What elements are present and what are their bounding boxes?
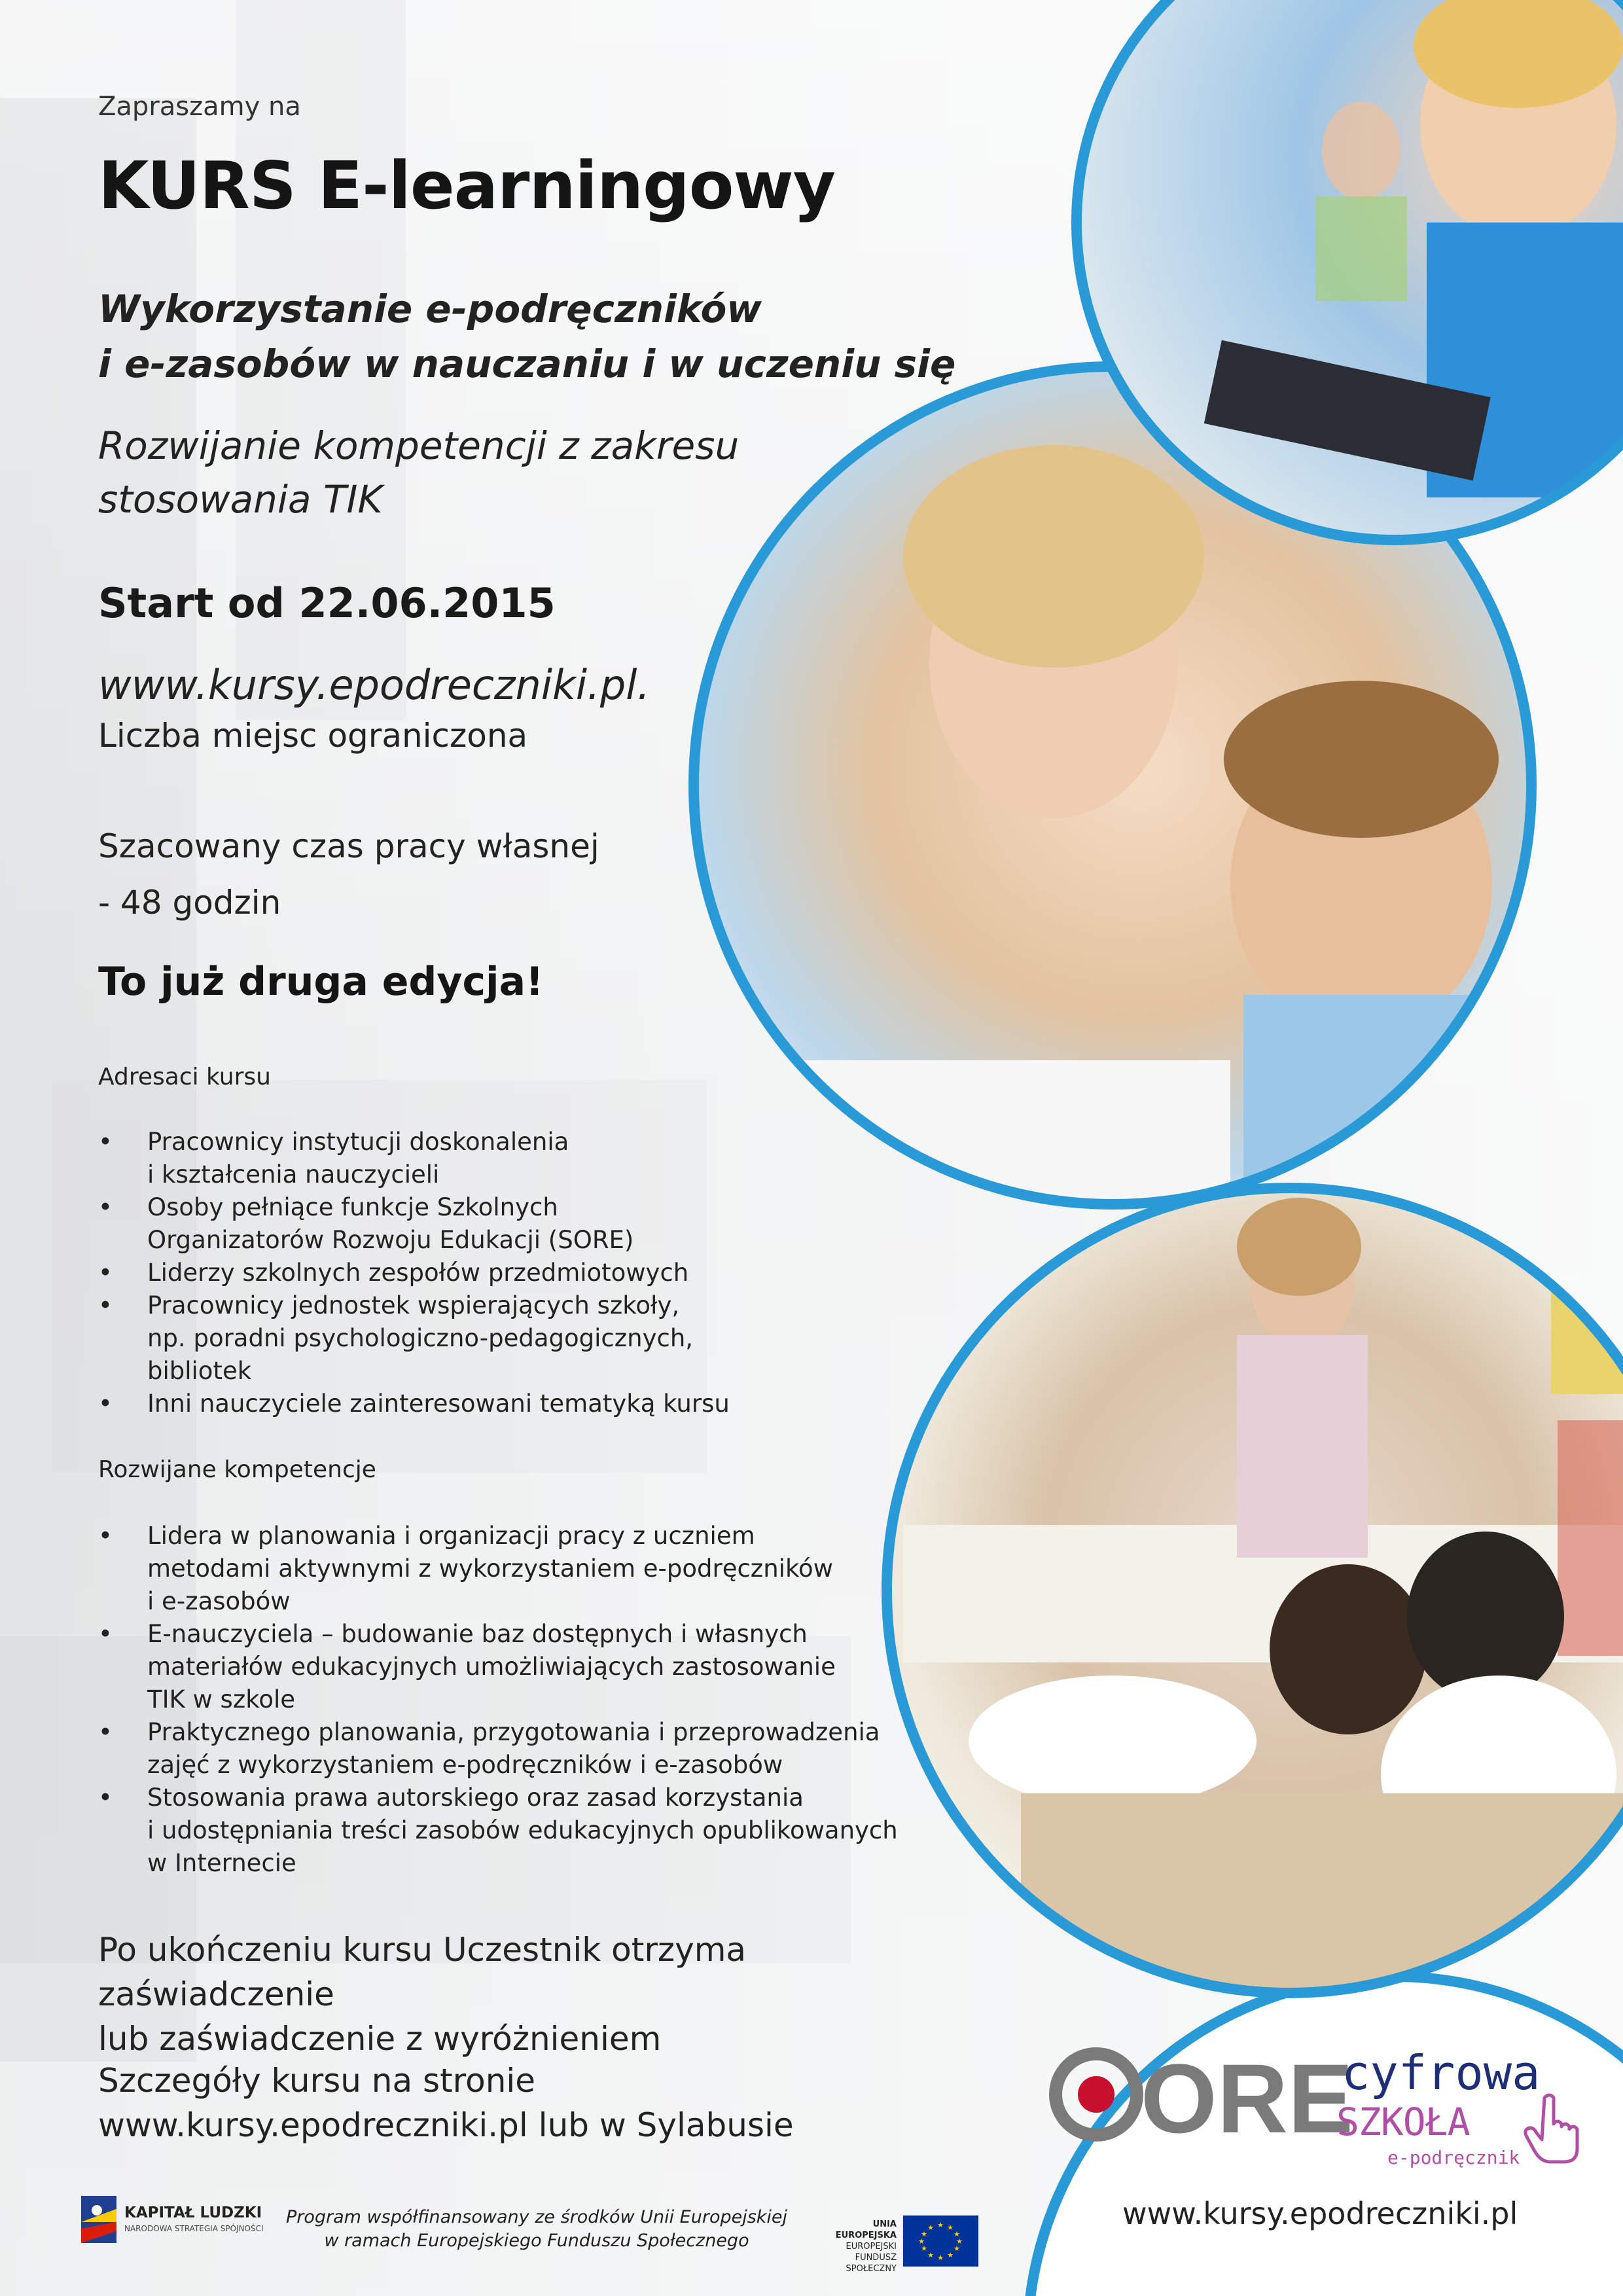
cyfrowa-szkola-logo-line3: e-podręcznik <box>1387 2147 1520 2168</box>
list-item-line: • Praktycznego planowania, przygotowania i przeprowadzenia <box>147 1718 880 1746</box>
kapital-ludzki-logo <box>77 2189 274 2255</box>
list-item <box>98 1618 962 1716</box>
list-item-line: bibliotek <box>147 1357 252 1385</box>
subtitle-line: Rozwijanie kompetencji z zakresu <box>98 423 740 468</box>
course-subtitle <box>98 281 969 391</box>
ore-logo-text: ORE <box>1141 2043 1354 2153</box>
eu-label-line: UNIA EUROPEJSKA <box>835 2219 897 2240</box>
svg-text:★: ★ <box>956 2237 963 2246</box>
competencies-heading: Rozwijane kompetencje <box>98 1456 376 1483</box>
svg-text:★: ★ <box>927 2251 934 2259</box>
list-item-line: • Liderzy szkolnych zespołów przedmiotowych <box>147 1259 689 1287</box>
ore-logo <box>1044 2042 1354 2153</box>
footer-url[interactable]: www.kursy.epodreczniki.pl <box>1122 2196 1518 2231</box>
list-item-line: metodami aktywnymi z wykorzystaniem e-podręczników <box>147 1554 833 1583</box>
cyfrowa-szkola-logo-line2: SZKOŁA <box>1336 2100 1470 2144</box>
list-item-line: materiałów edukacyjnych umożliwiających zastosowanie <box>147 1653 836 1681</box>
list-item <box>98 1520 962 1618</box>
certificate-note <box>98 1928 969 2061</box>
time-line: Szacowany czas pracy własnej <box>98 827 599 865</box>
list-item-line: • Inni nauczyciele zainteresowani tematyką kursu <box>147 1390 730 1418</box>
pointer-hand-icon <box>1525 2091 1584 2163</box>
details-line: Szczegóły kursu na stronie <box>98 2062 536 2100</box>
competencies-list <box>98 1520 962 1880</box>
certificate-line: lub zaświadczenie z wyróżnieniem <box>98 2020 662 2058</box>
addressees-heading: Adresaci kursu <box>98 1064 271 1090</box>
eu-label-line: EUROPEJSKI <box>846 2242 897 2251</box>
svg-text:★: ★ <box>937 2253 944 2262</box>
subtitle-line: stosowania TIK <box>98 477 383 522</box>
details-link[interactable]: www.kursy.epodreczniki.pl lub w Sylabusie <box>98 2106 794 2144</box>
cyfrowa-szkola-logo-line1: cyfrowa <box>1342 2045 1541 2100</box>
svg-text:★: ★ <box>937 2221 944 2229</box>
svg-text:★: ★ <box>918 2237 925 2246</box>
kapital-ludzki-subtitle: NARODOWA STRATEGIA SPÓJNOŚCI <box>124 2224 264 2233</box>
svg-text:★: ★ <box>927 2223 934 2232</box>
list-item <box>98 1289 962 1388</box>
list-item-line: • E-nauczyciela – budowanie baz dostępnych i własnych <box>147 1620 808 1648</box>
kapital-ludzki-name: KAPITAŁ LUDZKI <box>124 2204 262 2221</box>
eu-label-line: FUNDUSZ SPOŁECZNY <box>846 2253 897 2274</box>
list-item-line: i udostępniania treści zasobów edukacyjnych opublikowanych <box>147 1816 898 1844</box>
list-item <box>98 1782 962 1880</box>
list-item-line: np. poradni psychologiczno-pedagogicznych, <box>147 1324 694 1352</box>
limited-places-note: Liczba miejsc ograniczona <box>98 717 528 755</box>
list-item <box>98 1257 962 1289</box>
list-item <box>98 1126 962 1191</box>
addressees-list <box>98 1126 962 1420</box>
list-item-line: • Pracownicy instytucji doskonalenia <box>147 1128 569 1156</box>
list-item <box>98 1191 962 1257</box>
list-item-line: • Pracownicy jednostek wspierających szkoły, <box>147 1291 680 1319</box>
svg-text:★: ★ <box>947 2223 954 2232</box>
cofinancing-line: Program współfinansowany ze środków Unii Europejskiej <box>285 2207 788 2227</box>
course-details <box>98 2058 969 2147</box>
eu-flag-icon <box>903 2215 978 2267</box>
subtitle-line: Wykorzystanie e-podręczników <box>98 287 762 331</box>
list-item-line: i kształcenia nauczycieli <box>147 1160 440 1189</box>
svg-text:★: ★ <box>954 2244 960 2253</box>
cofinancing-note <box>275 2206 798 2253</box>
cofinancing-line: w ramach Europejskiego Funduszu Społecznego <box>324 2231 749 2251</box>
list-item-line: • Stosowania prawa autorskiego oraz zasad korzystania <box>147 1784 804 1812</box>
course-title: KURS E-learningowy <box>98 147 835 224</box>
list-item-line: • Osoby pełniące funkcje Szkolnych <box>147 1193 558 1221</box>
time-line: - 48 godzin <box>98 884 281 922</box>
invite-text: Zapraszamy na <box>98 92 301 122</box>
eu-fund-label <box>818 2219 897 2274</box>
svg-text:★: ★ <box>954 2230 960 2238</box>
certificate-line: Po ukończeniu kursu Uczestnik otrzyma zaświadczenie <box>98 1931 747 2013</box>
list-item-line: zajęć z wykorzystaniem e-podręczników i e-zasobów <box>147 1751 783 1779</box>
course-url[interactable]: www.kursy.epodreczniki.pl. <box>98 661 651 709</box>
svg-text:★: ★ <box>947 2251 954 2259</box>
course-subtitle-secondary <box>98 419 969 526</box>
svg-text:★: ★ <box>921 2230 927 2238</box>
list-item-line: i e-zasobów <box>147 1587 291 1615</box>
list-item-line: • Lidera w planowania i organizacji pracy z uczniem <box>147 1522 755 1550</box>
list-item-line: w Internecie <box>147 1849 296 1877</box>
list-item <box>98 1388 962 1420</box>
list-item-line: TIK w szkole <box>147 1685 296 1713</box>
start-date: Start od 22.06.2015 <box>98 579 556 627</box>
subtitle-line: i e-zasobów w nauczaniu i w uczeniu się <box>98 342 956 386</box>
edition-note: To już druga edycja! <box>98 959 544 1005</box>
list-item-line: Organizatorów Rozwoju Edukacji (SORE) <box>147 1226 634 1254</box>
svg-text:★: ★ <box>921 2244 927 2253</box>
list-item <box>98 1716 962 1782</box>
estimated-work-time <box>98 818 969 931</box>
